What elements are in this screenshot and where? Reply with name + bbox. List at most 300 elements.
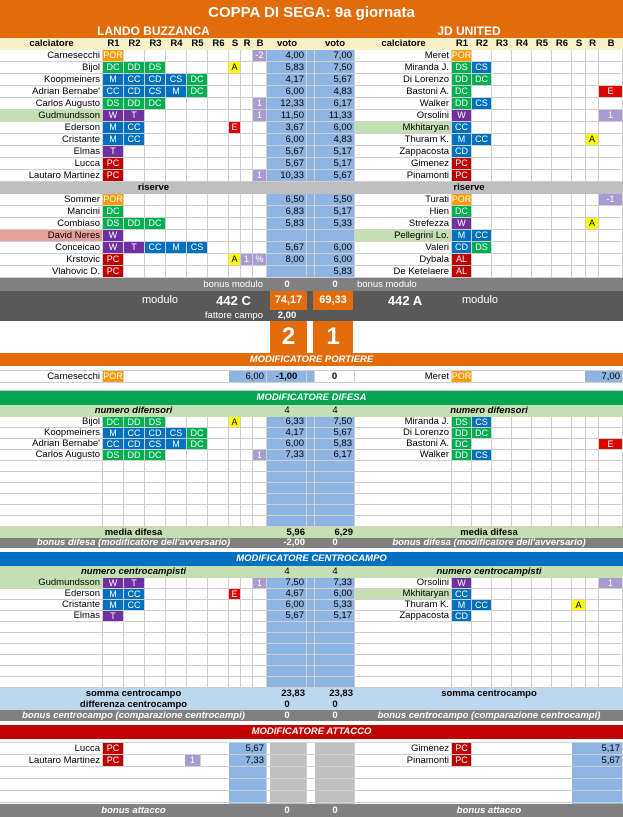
empty-cell <box>253 439 267 449</box>
header-player: calciatore <box>29 38 74 50</box>
role-cell <box>124 472 145 482</box>
diff-centrocampo-label: differenza centrocampo <box>79 699 188 710</box>
role-badge: T <box>124 578 145 588</box>
role-cell <box>187 146 208 157</box>
empty-cell <box>253 461 267 471</box>
b-badge: 1 <box>599 578 623 588</box>
empty-cell <box>572 110 586 121</box>
empty-cell <box>229 439 241 449</box>
role-cell <box>532 666 552 676</box>
empty-cell <box>599 600 623 610</box>
r-badge: 1 <box>241 254 253 265</box>
away-voto <box>315 644 355 654</box>
b-badge: % <box>253 254 267 265</box>
player-name: Pinamonti <box>355 170 452 181</box>
empty-cell <box>253 611 267 621</box>
role-badge: CC <box>472 600 492 610</box>
player-row <box>0 62 623 74</box>
role-badge: M <box>103 134 124 145</box>
home-bonus-centrocampo: 0 <box>284 710 290 721</box>
empty-cell <box>229 98 241 109</box>
role-badge: PC <box>103 254 124 265</box>
player-name: Carnesecchi <box>0 50 103 61</box>
role-cell <box>145 158 166 169</box>
bonus-attacco-label: bonus attacco <box>101 804 166 816</box>
role-cell <box>187 505 208 515</box>
empty-cell <box>253 644 267 654</box>
empty-cell <box>599 622 623 632</box>
role-cell <box>532 86 552 97</box>
role-cell <box>187 611 208 621</box>
role-cell <box>187 666 208 676</box>
role-cell <box>145 611 166 621</box>
home-voto: 6,00 <box>267 86 307 97</box>
role-badge: M <box>452 134 472 145</box>
role-cell <box>103 666 124 676</box>
role-cell <box>492 450 512 460</box>
role-cell <box>208 86 229 97</box>
role-cell <box>532 170 552 181</box>
away-voto <box>315 633 355 643</box>
home-voto: 4,00 <box>267 50 307 61</box>
empty-cell <box>229 206 241 217</box>
empty-cell <box>241 266 253 277</box>
fattore-campo-label: fattore campo <box>204 310 263 321</box>
empty-cell <box>586 589 599 599</box>
empty-cell <box>253 206 267 217</box>
empty-cell <box>229 644 241 654</box>
player-name: Bastoni A. <box>355 86 452 97</box>
player-name: Pellegrini Lo. <box>355 230 452 241</box>
player-row <box>0 633 623 644</box>
role-badge: M <box>103 600 124 610</box>
home-bonus-difesa: -2,00 <box>283 538 305 548</box>
role-badge: CD <box>124 439 145 449</box>
header-r: R2 <box>475 38 489 50</box>
player-name: Dybala <box>355 254 452 265</box>
role-cell <box>124 505 145 515</box>
home-num-centrocampisti: 4 <box>284 566 290 578</box>
empty-cell <box>229 146 241 157</box>
role-cell <box>452 516 472 526</box>
role-cell <box>187 622 208 632</box>
player-row <box>0 230 623 242</box>
role-cell <box>492 666 512 676</box>
role-cell <box>532 218 552 229</box>
role-cell <box>166 666 187 676</box>
role-cell <box>187 677 208 687</box>
role-cell <box>208 134 229 145</box>
role-cell <box>492 218 512 229</box>
player-name: Adrian Bernabe' <box>0 439 103 449</box>
empty-cell <box>572 428 586 438</box>
role-cell <box>512 98 532 109</box>
empty-cell <box>241 655 253 665</box>
empty-cell <box>229 450 241 460</box>
empty-cell <box>229 505 241 515</box>
role-cell <box>532 194 552 205</box>
role-badge: CS <box>166 74 187 85</box>
header-r: R3 <box>149 38 162 50</box>
sep <box>307 206 315 217</box>
role-cell <box>532 578 552 588</box>
empty-cell <box>253 74 267 85</box>
empty-cell <box>229 494 241 504</box>
empty-cell <box>253 633 267 643</box>
b-badge: 1 <box>253 98 267 109</box>
v <box>229 767 267 778</box>
role-cell <box>124 483 145 493</box>
role-cell <box>208 417 229 427</box>
empty-cell <box>241 622 253 632</box>
sep <box>307 218 315 229</box>
empty-cell <box>241 158 253 169</box>
sep <box>307 516 315 526</box>
empty-cell <box>229 110 241 121</box>
player-name: Lautaro Martinez <box>0 755 103 766</box>
empty-cell <box>229 86 241 97</box>
bonus-centrocampo-label: bonus centrocampo (comparazione centrocampi) <box>22 710 245 721</box>
empty-cell <box>572 622 586 632</box>
role-cell <box>552 230 572 241</box>
home-voto <box>267 230 307 241</box>
sep <box>307 677 315 687</box>
empty-cell <box>599 633 623 643</box>
role-cell <box>472 439 492 449</box>
away-voto: 5,83 <box>315 266 355 277</box>
role-cell <box>187 450 208 460</box>
role-cell <box>187 170 208 181</box>
away-total: 69,33 <box>313 291 353 310</box>
role-badge: CC <box>145 242 166 253</box>
away-voto: 5,67 <box>315 74 355 85</box>
role-badge: M <box>103 74 124 85</box>
grey-cell <box>315 755 355 766</box>
empty-cell <box>253 194 267 205</box>
home-voto <box>267 472 307 482</box>
empty-cell <box>253 428 267 438</box>
role-badge: DS <box>103 218 124 229</box>
role-cell <box>124 158 145 169</box>
role-cell <box>208 122 229 133</box>
role-badge: CD <box>124 86 145 97</box>
home-voto <box>267 494 307 504</box>
player-name: Pinamonti <box>355 755 452 766</box>
role-badge: DD <box>124 417 145 427</box>
role-cell <box>187 254 208 265</box>
role-cell <box>512 666 532 676</box>
sep <box>307 600 315 610</box>
empty-cell <box>229 266 241 277</box>
role-cell <box>552 218 572 229</box>
away-voto <box>315 516 355 526</box>
home-voto: 10,33 <box>267 170 307 181</box>
role-cell <box>124 230 145 241</box>
player-name <box>0 677 103 687</box>
role-cell <box>552 666 572 676</box>
player-name: Walker <box>355 98 452 109</box>
header-r: R5 <box>535 38 549 50</box>
away-voto: 5,17 <box>315 146 355 157</box>
role-cell <box>208 218 229 229</box>
role-badge: CS <box>145 86 166 97</box>
home-voto: 6,00 <box>267 439 307 449</box>
b-badge: 1 <box>253 170 267 181</box>
role-cell <box>208 622 229 632</box>
player-name: Vlahovic D. <box>0 266 103 277</box>
role-cell <box>124 494 145 504</box>
role-cell <box>145 472 166 482</box>
role-cell <box>492 622 512 632</box>
player-row <box>0 439 623 450</box>
role-cell <box>145 666 166 676</box>
away-diff-centrocampo: 0 <box>332 699 338 710</box>
home-voto: 6,33 <box>267 417 307 427</box>
player-row <box>0 242 623 254</box>
role-cell <box>472 206 492 217</box>
empty-cell <box>599 62 623 73</box>
empty-cell <box>572 516 586 526</box>
empty-cell <box>229 230 241 241</box>
away-voto: 6,00 <box>315 589 355 599</box>
role-cell <box>145 633 166 643</box>
bonus-modulo-row <box>0 278 623 291</box>
role-badge: CC <box>124 74 145 85</box>
role-cell <box>208 50 229 61</box>
away-voto: 5,17 <box>315 158 355 169</box>
bonus-difesa-label: bonus difesa (modificatore dell'avversario) <box>36 538 231 548</box>
empty-cell <box>599 50 623 61</box>
home-voto <box>267 483 307 493</box>
empty-cell <box>229 428 241 438</box>
home-voto: 5,67 <box>267 611 307 621</box>
role-cell <box>187 266 208 277</box>
role-cell <box>532 611 552 621</box>
empty-cell <box>599 677 623 687</box>
role-cell <box>552 417 572 427</box>
role-cell <box>187 483 208 493</box>
empty-cell <box>241 134 253 145</box>
role-cell <box>512 158 532 169</box>
role-badge: DS <box>145 62 166 73</box>
role-badge: CS <box>145 439 166 449</box>
role-cell <box>208 611 229 621</box>
role-cell <box>208 254 229 265</box>
somma-centrocampo-row <box>0 688 623 699</box>
role-badge: AL <box>452 254 472 265</box>
empty-cell <box>229 461 241 471</box>
sep <box>307 505 315 515</box>
player-name: Conceicao <box>0 242 103 253</box>
empty-cell <box>253 230 267 241</box>
empty-cell <box>253 266 267 277</box>
role-cell <box>124 266 145 277</box>
player-row <box>0 516 623 527</box>
role-cell <box>452 655 472 665</box>
role-badge: W <box>452 218 472 229</box>
role-badge: POR <box>103 50 123 60</box>
player-name: Di Lorenzo <box>355 428 452 438</box>
home-keeper-mod: -1,00 <box>267 371 307 382</box>
role-cell <box>552 516 572 526</box>
role-badge: DC <box>103 206 124 217</box>
role-cell <box>552 242 572 253</box>
role-cell <box>145 50 166 61</box>
role-badge: CD <box>145 428 166 438</box>
role-badge: CC <box>124 134 145 145</box>
role-cell <box>208 483 229 493</box>
empty-cell <box>586 578 599 588</box>
empty-cell <box>229 578 241 588</box>
away-voto: 6,00 <box>315 254 355 265</box>
empty-cell <box>229 483 241 493</box>
role-cell <box>552 98 572 109</box>
sep <box>307 439 315 449</box>
v <box>572 779 623 790</box>
player-row <box>0 170 623 182</box>
role-badge: CD <box>452 146 472 157</box>
role-cell <box>492 266 512 277</box>
role-cell <box>145 516 166 526</box>
header-voto: voto <box>276 38 298 50</box>
bonus-modulo-away: 0 <box>332 278 338 290</box>
role-cell <box>452 622 472 632</box>
home-bonus-attacco: 0 <box>284 804 290 816</box>
player-row <box>0 578 623 589</box>
empty-cell <box>572 483 586 493</box>
header-r: R1 <box>455 38 469 50</box>
role-cell <box>452 494 472 504</box>
home-voto: 7,50 <box>267 578 307 588</box>
empty-cell <box>253 677 267 687</box>
role-cell <box>552 74 572 85</box>
role-cell <box>512 600 532 610</box>
role-cell <box>166 472 187 482</box>
home-voto: 8,00 <box>267 254 307 265</box>
role-cell <box>166 450 187 460</box>
player-row <box>0 74 623 86</box>
player-name: Krstovic <box>0 254 103 265</box>
b-badge: -1 <box>599 194 623 205</box>
modulo-label: modulo <box>461 294 499 306</box>
home-voto: 4,17 <box>267 74 307 85</box>
role-badge: AL <box>452 266 472 277</box>
player-name: Thuram K. <box>355 134 452 145</box>
empty-cell <box>572 206 586 217</box>
player-name: Mkhitaryan <box>355 122 452 133</box>
player-name <box>0 633 103 643</box>
empty-cell <box>586 655 599 665</box>
role-cell <box>552 266 572 277</box>
empty-cell <box>586 677 599 687</box>
role-badge: DS <box>452 62 472 73</box>
empty-cell <box>241 86 253 97</box>
role-cell <box>552 62 572 73</box>
role-badge: PC <box>103 266 124 277</box>
role-cell <box>492 677 512 687</box>
home-team-name: LANDO BUZZANCA <box>97 24 210 38</box>
away-bonus-centrocampo: 0 <box>332 710 338 721</box>
sep <box>307 146 315 157</box>
player-name <box>355 655 452 665</box>
empty-cell <box>241 461 253 471</box>
bonus-modulo-home: 0 <box>284 278 290 290</box>
role-cell <box>492 633 512 643</box>
role-cell <box>187 578 208 588</box>
player-name <box>0 516 103 526</box>
player-row <box>0 655 623 666</box>
empty-cell <box>572 218 586 229</box>
player-name <box>355 677 452 687</box>
role-cell <box>208 439 229 449</box>
role-cell <box>532 254 552 265</box>
role-cell <box>208 589 229 599</box>
empty-cell <box>572 472 586 482</box>
b-badge: 1 <box>599 110 623 121</box>
away-team-name: JD UNITED <box>437 24 501 38</box>
role-cell <box>512 589 532 599</box>
role-cell <box>124 50 145 61</box>
away-voto: 5,67 <box>315 170 355 181</box>
role-cell <box>472 461 492 471</box>
role-cell <box>492 98 512 109</box>
role-cell <box>512 417 532 427</box>
empty-cell <box>253 666 267 676</box>
bonus-modulo-label: bonus modulo <box>203 278 263 290</box>
away-voto: 6,17 <box>315 450 355 460</box>
player-name: Lucca <box>0 158 103 169</box>
player-name: Mancini <box>0 206 103 217</box>
sep <box>307 158 315 169</box>
role-cell <box>187 600 208 610</box>
role-cell <box>492 134 512 145</box>
home-voto: 3,67 <box>267 122 307 133</box>
role-cell <box>187 110 208 121</box>
sep <box>307 242 315 253</box>
player-name <box>0 655 103 665</box>
role-cell <box>552 611 572 621</box>
player-name: Hien <box>355 206 452 217</box>
role-cell <box>124 677 145 687</box>
role-cell <box>208 494 229 504</box>
role-cell <box>166 600 187 610</box>
player-name <box>355 461 452 471</box>
away-voto: 6,00 <box>315 122 355 133</box>
home-voto <box>267 505 307 515</box>
player-row <box>0 50 623 62</box>
role-cell <box>552 461 572 471</box>
reserves-label: riserve <box>453 182 485 194</box>
b-badge: -2 <box>253 50 267 61</box>
player-name: Elmas <box>0 146 103 157</box>
s-badge: A <box>229 417 241 427</box>
away-voto: 11,33 <box>315 110 355 121</box>
role-cell <box>552 655 572 665</box>
mod-attacco-band <box>0 725 623 739</box>
role-cell <box>492 230 512 241</box>
player-name: Carlos Augusto <box>0 450 103 460</box>
header-r: R1 <box>107 38 120 50</box>
role-cell <box>208 230 229 241</box>
role-cell <box>532 516 552 526</box>
role-badge: M <box>452 600 472 610</box>
role-cell <box>512 230 532 241</box>
home-voto: 5,83 <box>267 218 307 229</box>
role-cell <box>208 461 229 471</box>
home-voto: 11,50 <box>267 110 307 121</box>
empty-cell <box>599 450 623 460</box>
role-cell <box>145 494 166 504</box>
